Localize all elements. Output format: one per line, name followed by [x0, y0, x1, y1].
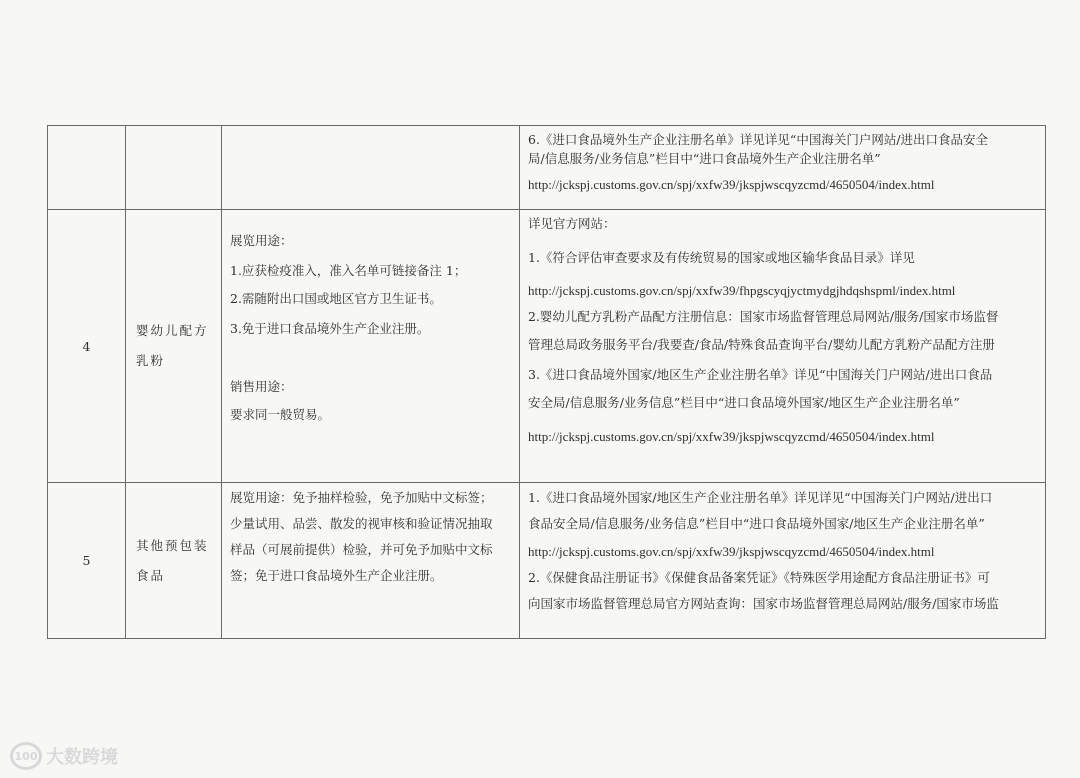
category-line: 其他预包装 — [136, 537, 209, 553]
category-cell — [126, 126, 222, 210]
requirements-cell — [222, 483, 520, 639]
info-cell — [520, 483, 1046, 639]
info-line: 1.《符合评估审查要求及有传统贸易的国家或地区输华食品目录》详见 — [528, 250, 915, 265]
requirement-line: 少量试用、品尝、散发的视审核和验证情况抽取 — [230, 516, 493, 531]
table-row — [48, 210, 1046, 483]
info-line: 管理总局政务服务平台/我要查/食品/特殊食品查询平台/婴幼儿配方乳粉产品配方注册 — [528, 337, 995, 352]
info-line: 1.《进口食品境外国家/地区生产企业注册名单》详见详见“中国海关门户网站/进出口 — [528, 490, 993, 505]
requirements-cell — [222, 126, 520, 210]
requirement-line: 要求同一般贸易。 — [230, 407, 331, 422]
info-line: 2.婴幼儿配方乳粉产品配方注册信息：国家市场监督管理总局网站/服务/国家市场监督 — [528, 309, 999, 324]
row-number: 5 — [82, 553, 91, 568]
info-line: 详见官方网站： — [528, 216, 616, 231]
info-cell — [520, 126, 1046, 210]
info-line: 食品安全局/信息服务/业务信息”栏目中“进口食品境外国家/地区生产企业注册名单” — [528, 516, 985, 531]
requirement-line — [230, 350, 513, 378]
category-line: 婴幼儿配方 — [136, 323, 209, 338]
table-row — [48, 126, 1046, 210]
watermark-text: 大数跨境 — [46, 747, 118, 768]
row-number-cell — [48, 126, 126, 210]
info-url: http://jckspj.customs.gov.cn/spj/xxfw39/jkspjwscqyzcmd/4650504/index.html — [528, 429, 935, 444]
requirement-line: 样品（可展前提供）检验，并可免予加贴中文标 — [230, 542, 493, 557]
info-line: 局/信息服务/业务信息”栏目中“进口食品境外生产企业注册名单” — [528, 151, 881, 166]
info-url: http://jckspj.customs.gov.cn/spj/xxfw39/jkspjwscqyzcmd/4650504/index.html — [528, 177, 935, 192]
category-line: 食品 — [136, 567, 166, 583]
watermark-logo-icon: 100 — [10, 742, 42, 770]
category-line: 乳粉 — [136, 353, 166, 368]
category-cell — [126, 483, 222, 639]
info-url: http://jckspj.customs.gov.cn/spj/xxfw39/fhpgscyqjyctmydgjhdqshspml/index.html — [528, 283, 956, 298]
requirement-line: 展览用途：免予抽样检验，免予加贴中文标签； — [230, 490, 493, 505]
requirement-line: 2.需随附出口国或地区官方卫生证书。 — [230, 291, 442, 306]
category-cell — [126, 210, 222, 483]
row-number: 4 — [82, 338, 91, 354]
info-line: 安全局/信息服务/业务信息”栏目中“进口食品境外国家/地区生产企业注册名单” — [528, 395, 960, 410]
info-line: 3.《进口食品境外国家/地区生产企业注册名单》详见“中国海关门户网站/进出口食品 — [528, 367, 993, 382]
requirement-line: 展览用途： — [230, 233, 293, 248]
watermark — [10, 742, 118, 770]
info-url: http://jckspj.customs.gov.cn/spj/xxfw39/jkspjwscqyzcmd/4650504/index.html — [528, 544, 935, 559]
row-number-cell — [48, 483, 126, 639]
info-line: 2.《保健食品注册证书》《保健食品备案凭证》《特殊医学用途配方食品注册证书》可 — [528, 570, 990, 585]
requirement-line: 1.应获检疫准入，准入名单可链接备注 1； — [230, 263, 467, 278]
row-number-cell — [48, 210, 126, 483]
requirement-line: 销售用途： — [230, 379, 293, 394]
info-line: 6.《进口食品境外生产企业注册名单》详见详见“中国海关门户网站/进出口食品安全 — [528, 132, 989, 147]
info-cell — [520, 210, 1046, 483]
table-row — [48, 483, 1046, 639]
requirement-line: 签；免于进口食品境外生产企业注册。 — [230, 568, 443, 583]
requirement-line: 3.免于进口食品境外生产企业注册。 — [230, 321, 430, 336]
info-line: 向国家市场监督管理总局官方网站查询：国家市场监督管理总局网站/服务/国家市场监 — [528, 596, 999, 611]
requirements-cell — [222, 210, 520, 483]
regulation-table — [47, 125, 1046, 639]
